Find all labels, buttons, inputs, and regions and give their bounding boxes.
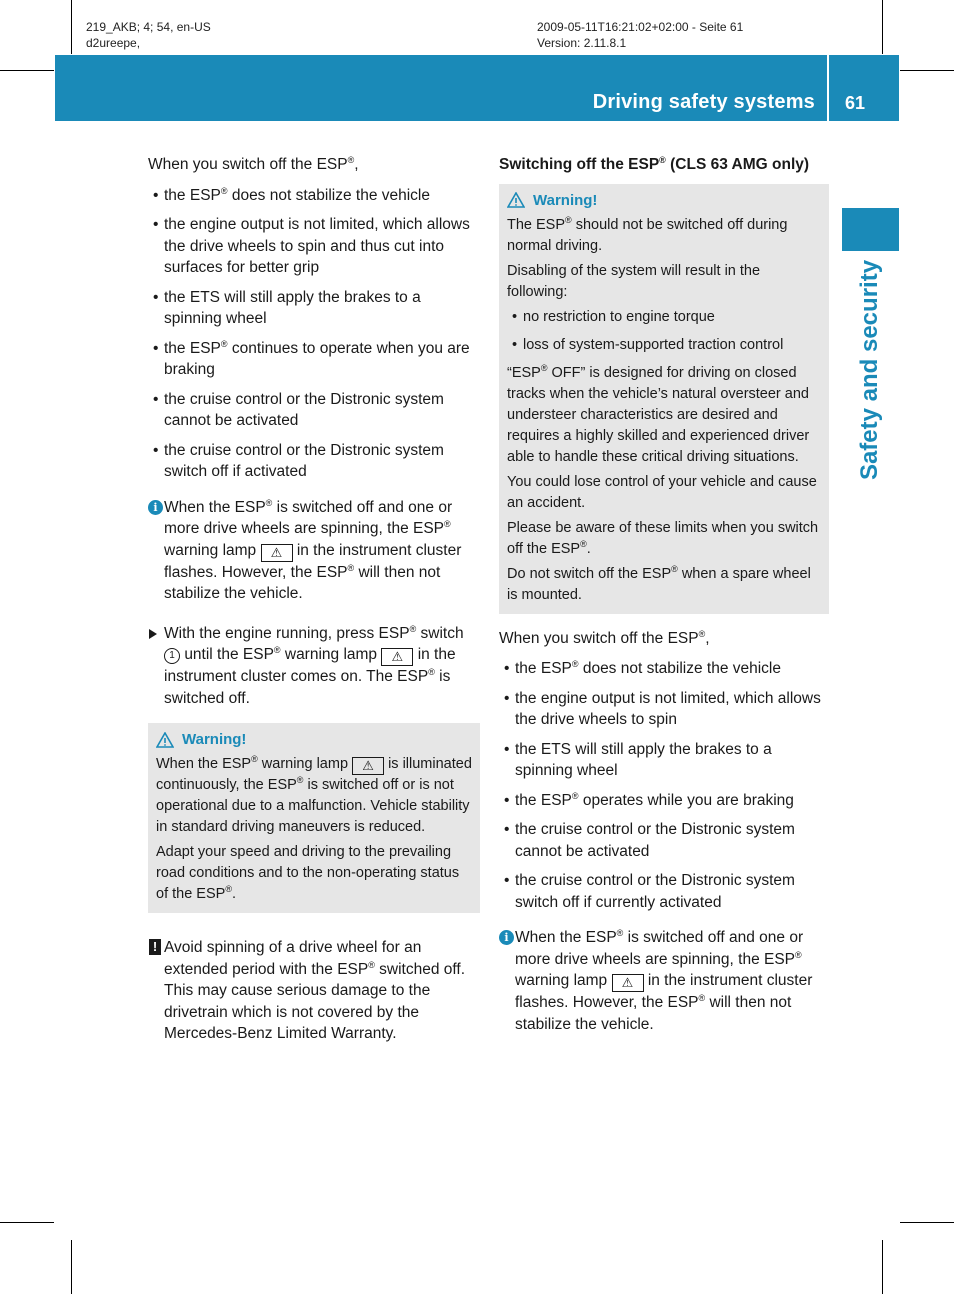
warning-text-part: When the ESP® warning lamp (156, 754, 349, 772)
list-item: • the ETS will still apply the brakes to a spinning wheel (499, 739, 829, 782)
chapter-label: Safety and security (856, 259, 883, 481)
section-header (55, 55, 899, 121)
meta-line: 219_AKB; 4; 54, en-US (86, 20, 211, 34)
print-meta-right (537, 19, 743, 51)
info-icon: i (499, 930, 514, 945)
exclamation-icon: ! (149, 939, 161, 955)
warning-text: Disabling of the system will result in the following: (507, 262, 761, 300)
step-text: in the instrument cluster comes on. The ESP® is switched off. (164, 646, 456, 707)
info-note (148, 497, 480, 605)
callout-number: 1 (164, 648, 180, 664)
crop-mark (0, 1222, 54, 1223)
intro-text: When you switch off the ESP®, (499, 628, 710, 647)
info-icon: i (148, 500, 163, 515)
caution-text: Avoid spinning of a drive wheel for an extended period with the ESP® switched off. This may cause serious damage to the drivetrain which is not covered by the Mercedes-Benz Limited Warranty. (164, 939, 466, 1042)
meta-line: Version: 2.11.8.1 (537, 36, 627, 50)
warning-text: The ESP® should not be switched off during normal driving. (507, 214, 788, 254)
info-text: in the instrument cluster flashes. However, the ESP® will then not stabilize the vehicle. (515, 972, 813, 1033)
print-meta-left (86, 19, 211, 51)
list-item: • the cruise control or the Distronic system cannot be activated (499, 819, 829, 862)
section-title: Driving safety systems (592, 91, 815, 113)
list-item: • no restriction to engine torque (507, 307, 821, 328)
warning-text: You could lose control of your vehicle and cause an accident. (507, 473, 817, 511)
crop-mark (900, 70, 954, 71)
header-divider (827, 55, 829, 121)
warning-triangle-icon (156, 732, 174, 748)
list-item: • the engine output is not limited, which allows the drive wheels to spin (499, 688, 829, 731)
warning-box (499, 184, 829, 614)
crop-mark (71, 0, 72, 54)
warning-text (156, 754, 472, 838)
step-text: until the ESP® warning lamp (184, 644, 378, 663)
list-item: • the ESP® does not stabilize the vehicle (499, 658, 829, 680)
instruction-step (148, 623, 480, 710)
warning-text: Please be aware of these limits when you switch off the ESP®. (507, 519, 819, 557)
crop-mark (882, 1240, 883, 1294)
left-column (148, 154, 480, 1059)
list-item: • the cruise control or the Distronic system cannot be activated (148, 389, 480, 432)
list-item: • the ETS will still apply the brakes to a spinning wheel (148, 287, 480, 330)
chapter-tab (842, 208, 899, 251)
info-text: When the ESP® is switched off and one or more drive wheels are spinning, the ESP® warning lamp (164, 497, 453, 559)
crop-mark (882, 0, 883, 54)
step-text: With the engine running, press ESP® switch (164, 623, 464, 642)
list-item: • the cruise control or the Distronic system switch off if currently activated (499, 870, 829, 913)
list-item: • the cruise control or the Distronic system switch off if activated (148, 440, 480, 483)
esp-warning-lamp-icon: ⚠ (352, 757, 384, 775)
warning-box (148, 723, 480, 913)
crop-mark (0, 70, 54, 71)
warning-text-part: is illuminated continuously, the ESP® is switched off or is not operational due to a malfunction. Vehicle stability in standard driving maneuvers is reduced. (156, 756, 472, 835)
esp-warning-lamp-icon: ⚠ (612, 974, 644, 992)
meta-line: 2009-05-11T16:21:02+02:00 - Seite 61 (537, 20, 744, 34)
esp-warning-lamp-icon: ⚠ (261, 544, 293, 562)
info-note (499, 927, 829, 1035)
crop-mark (900, 1222, 954, 1223)
arrow-right-icon (149, 629, 157, 639)
crop-mark (71, 1240, 72, 1294)
warning-title: Warning! (182, 731, 247, 748)
info-text: in the instrument cluster flashes. However, the ESP® will then not stabilize the vehicle. (164, 541, 462, 602)
list-item: • loss of system-supported traction control (507, 335, 821, 356)
caution-note (148, 937, 480, 1045)
warning-text: Do not switch off the ESP® when a spare wheel is mounted. (507, 563, 811, 603)
info-text: When the ESP® is switched off and one or more drive wheels are spinning, the ESP® warning lamp (515, 927, 804, 989)
warning-triangle-icon (507, 192, 525, 208)
warning-heading (156, 729, 472, 750)
list-item: • the ESP® does not stabilize the vehicle (148, 185, 480, 207)
warning-text: Adapt your speed and driving to the prevailing road conditions and to the non-operating status of the ESP®. (156, 844, 460, 902)
warning-heading (507, 190, 821, 211)
list-item: • the ESP® operates while you are braking (499, 790, 829, 812)
warning-text: “ESP® OFF” is designed for driving on closed tracks when the vehicle’s natural oversteer and understeer characteristics are desired and requires a highly skilled and experienced driver able to handle these critical driving situations. (507, 362, 810, 465)
page-number: 61 (845, 93, 866, 113)
warning-title: Warning! (533, 191, 598, 209)
meta-line: d2ureepe, (86, 36, 141, 50)
list-item: • the ESP® continues to operate when you are braking (148, 338, 480, 381)
esp-warning-lamp-icon: ⚠ (381, 648, 413, 666)
subsection-heading: Switching off the ESP® (CLS 63 AMG only) (499, 154, 810, 173)
intro-text: When you switch off the ESP®, (148, 154, 359, 173)
list-item: • the engine output is not limited, which allows the drive wheels to spin and thus cut into surfaces for better grip (148, 214, 480, 279)
right-column (499, 154, 829, 1049)
